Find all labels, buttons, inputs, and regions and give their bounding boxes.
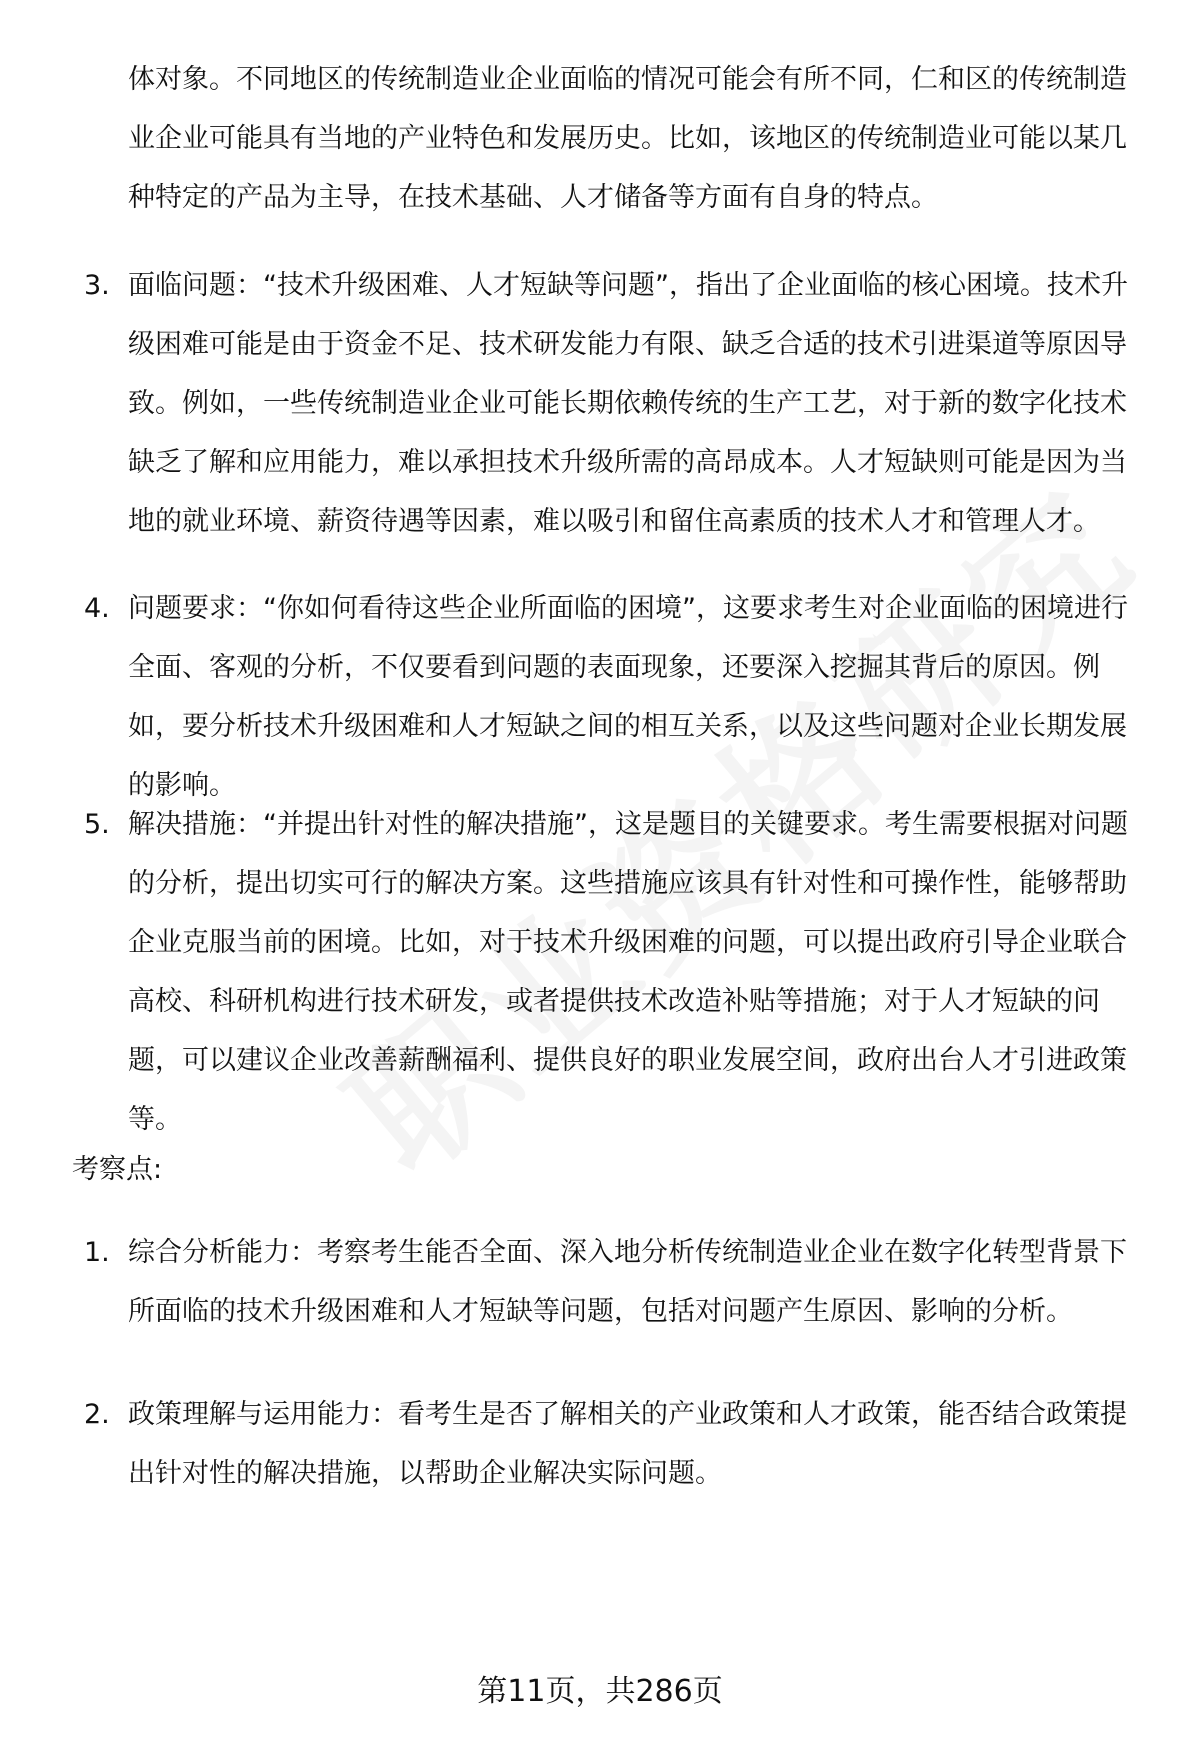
list-item-text: 问题要求：“你如何看待这些企业所面临的困境”，这要求考生对企业面临的困境进行全面、客观的分析，不仅要看到问题的表面现象，还要深入挖掘其背后的原因。例如，要分析技术升级困难和人才短缺之间的相互关系，以及这些问题对企业长期发展的影响。 [128, 593, 1128, 801]
list-item-number: 5. [84, 809, 110, 840]
list-item-number: 1. [84, 1237, 110, 1268]
list-item-text: 解决措施：“并提出针对性的解决措施”，这是题目的关键要求。考生需要根据对问题的分析，提出切实可行的解决方案。这些措施应该具有针对性和可操作性，能够帮助企业克服当前的困境。比如，对于技术升级困难的问题，可以提出政府引导企业联合高校、科研机构进行技术研发，或者提供技术改造补贴等措施；对于人才短缺的问题，可以建议企业改善薪酬福利、提供良好的职业发展空间，政府出台人才引进政策等。 [128, 809, 1128, 1135]
list-item-number: 2. [84, 1399, 110, 1430]
list-item-text: 政策理解与运用能力：看考生是否了解相关的产业政策和人才政策，能否结合政策提出针对性的解决措施，以帮助企业解决实际问题。 [128, 1399, 1127, 1489]
list-item-number: 4. [84, 593, 110, 624]
list-item [84, 1223, 1144, 1341]
intro-paragraph: 体对象。不同地区的传统制造业企业面临的情况可能会有所不同，仁和区的传统制造业企业可能具有当地的产业特色和发展历史。比如，该地区的传统制造业可能以某几种特定的产品为主导，在技术基础、人才储备等方面有自身的特点。 [128, 64, 1127, 213]
list-item-text: 综合分析能力：考察考生能否全面、深入地分析传统制造业企业在数字化转型背景下所面临的技术升级困难和人才短缺等问题，包括对问题产生原因、影响的分析。 [128, 1237, 1127, 1327]
list-item [84, 579, 1144, 815]
list-item [84, 1385, 1144, 1503]
list-item [84, 795, 1144, 1149]
list-item-number: 3. [84, 270, 110, 301]
list-item-text: 面临问题：“技术升级困难、人才短缺等问题”，指出了企业面临的核心困境。技术升级困难可能是由于资金不足、技术研发能力有限、缺乏合适的技术引进渠道等原因导致。例如，一些传统制造业企业可能长期依赖传统的生产工艺，对于新的数字化技术缺乏了解和应用能力，难以承担技术升级所需的高昂成本。人才短缺则可能是因为当地的就业环境、薪资待遇等因素，难以吸引和留住高素质的技术人才和管理人才。 [128, 270, 1128, 537]
page-number: 第11页，共286页 [477, 1674, 723, 1709]
section-heading: 考察点: [72, 1154, 163, 1185]
list-item [84, 256, 1144, 551]
